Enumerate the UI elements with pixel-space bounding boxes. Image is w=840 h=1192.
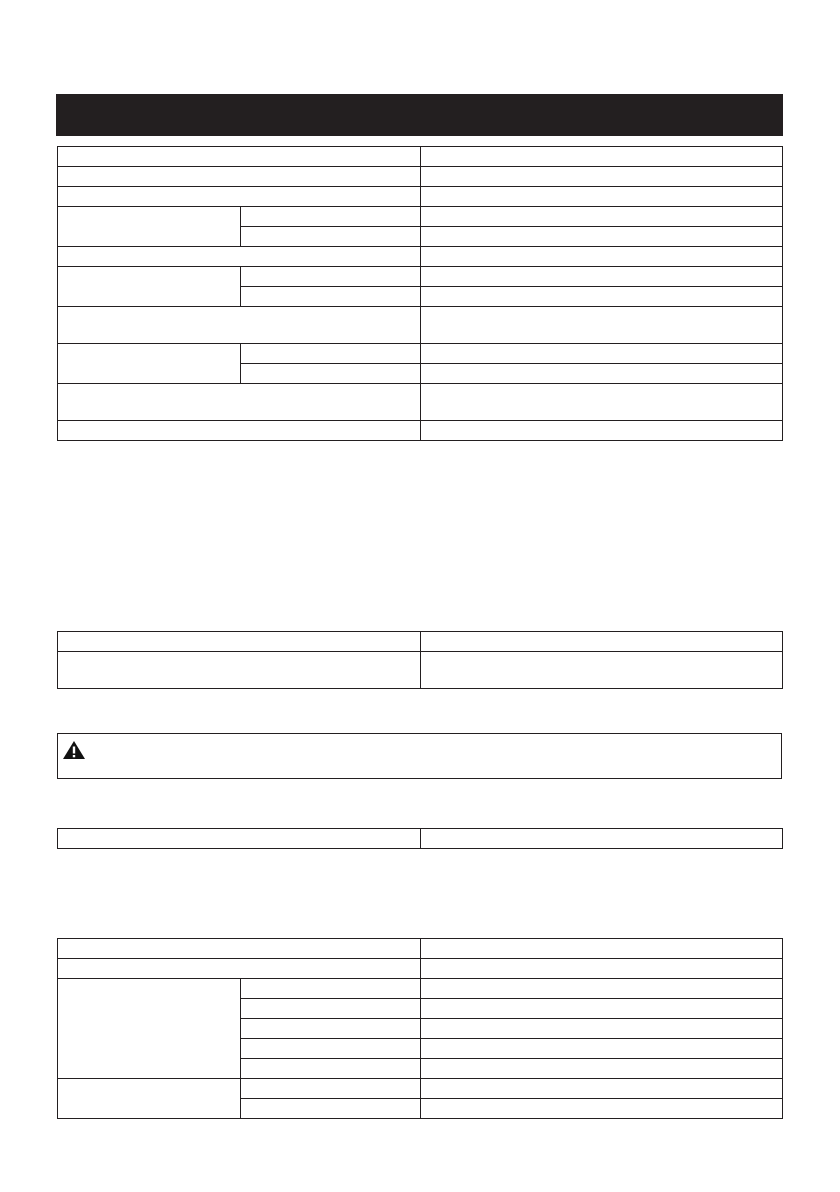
table-row [58, 959, 783, 979]
table-value [421, 939, 783, 959]
table-sub-label [241, 1099, 421, 1119]
spec-value [421, 227, 783, 247]
table-label [58, 829, 421, 849]
spec-group-label [58, 344, 241, 384]
spec-value [421, 187, 783, 207]
spec-value [421, 207, 783, 227]
spec-value [421, 247, 783, 267]
spec-sub-label [241, 267, 421, 287]
warning-box [57, 733, 782, 779]
table-label [58, 939, 421, 959]
spec-value [421, 287, 783, 307]
secondary-table [57, 631, 783, 689]
table-label [58, 632, 421, 652]
spec-sub-label [241, 227, 421, 247]
table-row [58, 652, 783, 689]
table-value [421, 1039, 783, 1059]
spec-value [421, 364, 783, 384]
table-sub-label [241, 1059, 421, 1079]
spec-value [421, 384, 783, 421]
spec-group-label [58, 267, 241, 307]
table-group-label [58, 979, 241, 1079]
table-value [421, 652, 783, 689]
table-row [58, 207, 783, 227]
specifications-table [57, 146, 783, 441]
table-row [58, 829, 783, 849]
spec-sub-label [241, 344, 421, 364]
table-label [58, 959, 421, 979]
table-group-label [58, 1079, 241, 1119]
spec-label [58, 384, 421, 421]
table-row [58, 979, 783, 999]
accessory-table [57, 938, 783, 1119]
spec-label [58, 247, 421, 267]
table-value [421, 1019, 783, 1039]
table-value [421, 959, 783, 979]
table-sub-label [241, 1039, 421, 1059]
table-row [58, 939, 783, 959]
spec-sub-label [241, 207, 421, 227]
table-value [421, 999, 783, 1019]
table-row [58, 187, 783, 207]
spec-label [58, 307, 421, 344]
table-label [58, 652, 421, 689]
table-row [58, 307, 783, 344]
spec-label [58, 167, 421, 187]
table-row [58, 344, 783, 364]
table-value [421, 829, 783, 849]
spec-sub-label [241, 364, 421, 384]
warning-triangle-icon [62, 740, 86, 760]
spec-group-label [58, 207, 241, 247]
table-row [58, 384, 783, 421]
table-row [58, 267, 783, 287]
table-row [58, 247, 783, 267]
section-header-bar [56, 94, 783, 136]
table-row [58, 167, 783, 187]
table-sub-label [241, 1079, 421, 1099]
spec-sub-label [241, 287, 421, 307]
table-row [58, 632, 783, 652]
single-row-table [57, 828, 783, 849]
spec-value [421, 344, 783, 364]
spec-value [421, 421, 783, 441]
table-row [58, 1079, 783, 1099]
table-value [421, 632, 783, 652]
spec-value [421, 147, 783, 167]
table-sub-label [241, 999, 421, 1019]
table-value [421, 1059, 783, 1079]
spec-label [58, 421, 421, 441]
spec-value [421, 267, 783, 287]
table-row [58, 147, 783, 167]
table-sub-label [241, 1019, 421, 1039]
table-value [421, 1079, 783, 1099]
table-sub-label [241, 979, 421, 999]
table-value [421, 1099, 783, 1119]
spec-label [58, 187, 421, 207]
spec-value [421, 167, 783, 187]
table-value [421, 979, 783, 999]
table-row [58, 421, 783, 441]
spec-label [58, 147, 421, 167]
spec-value [421, 307, 783, 344]
